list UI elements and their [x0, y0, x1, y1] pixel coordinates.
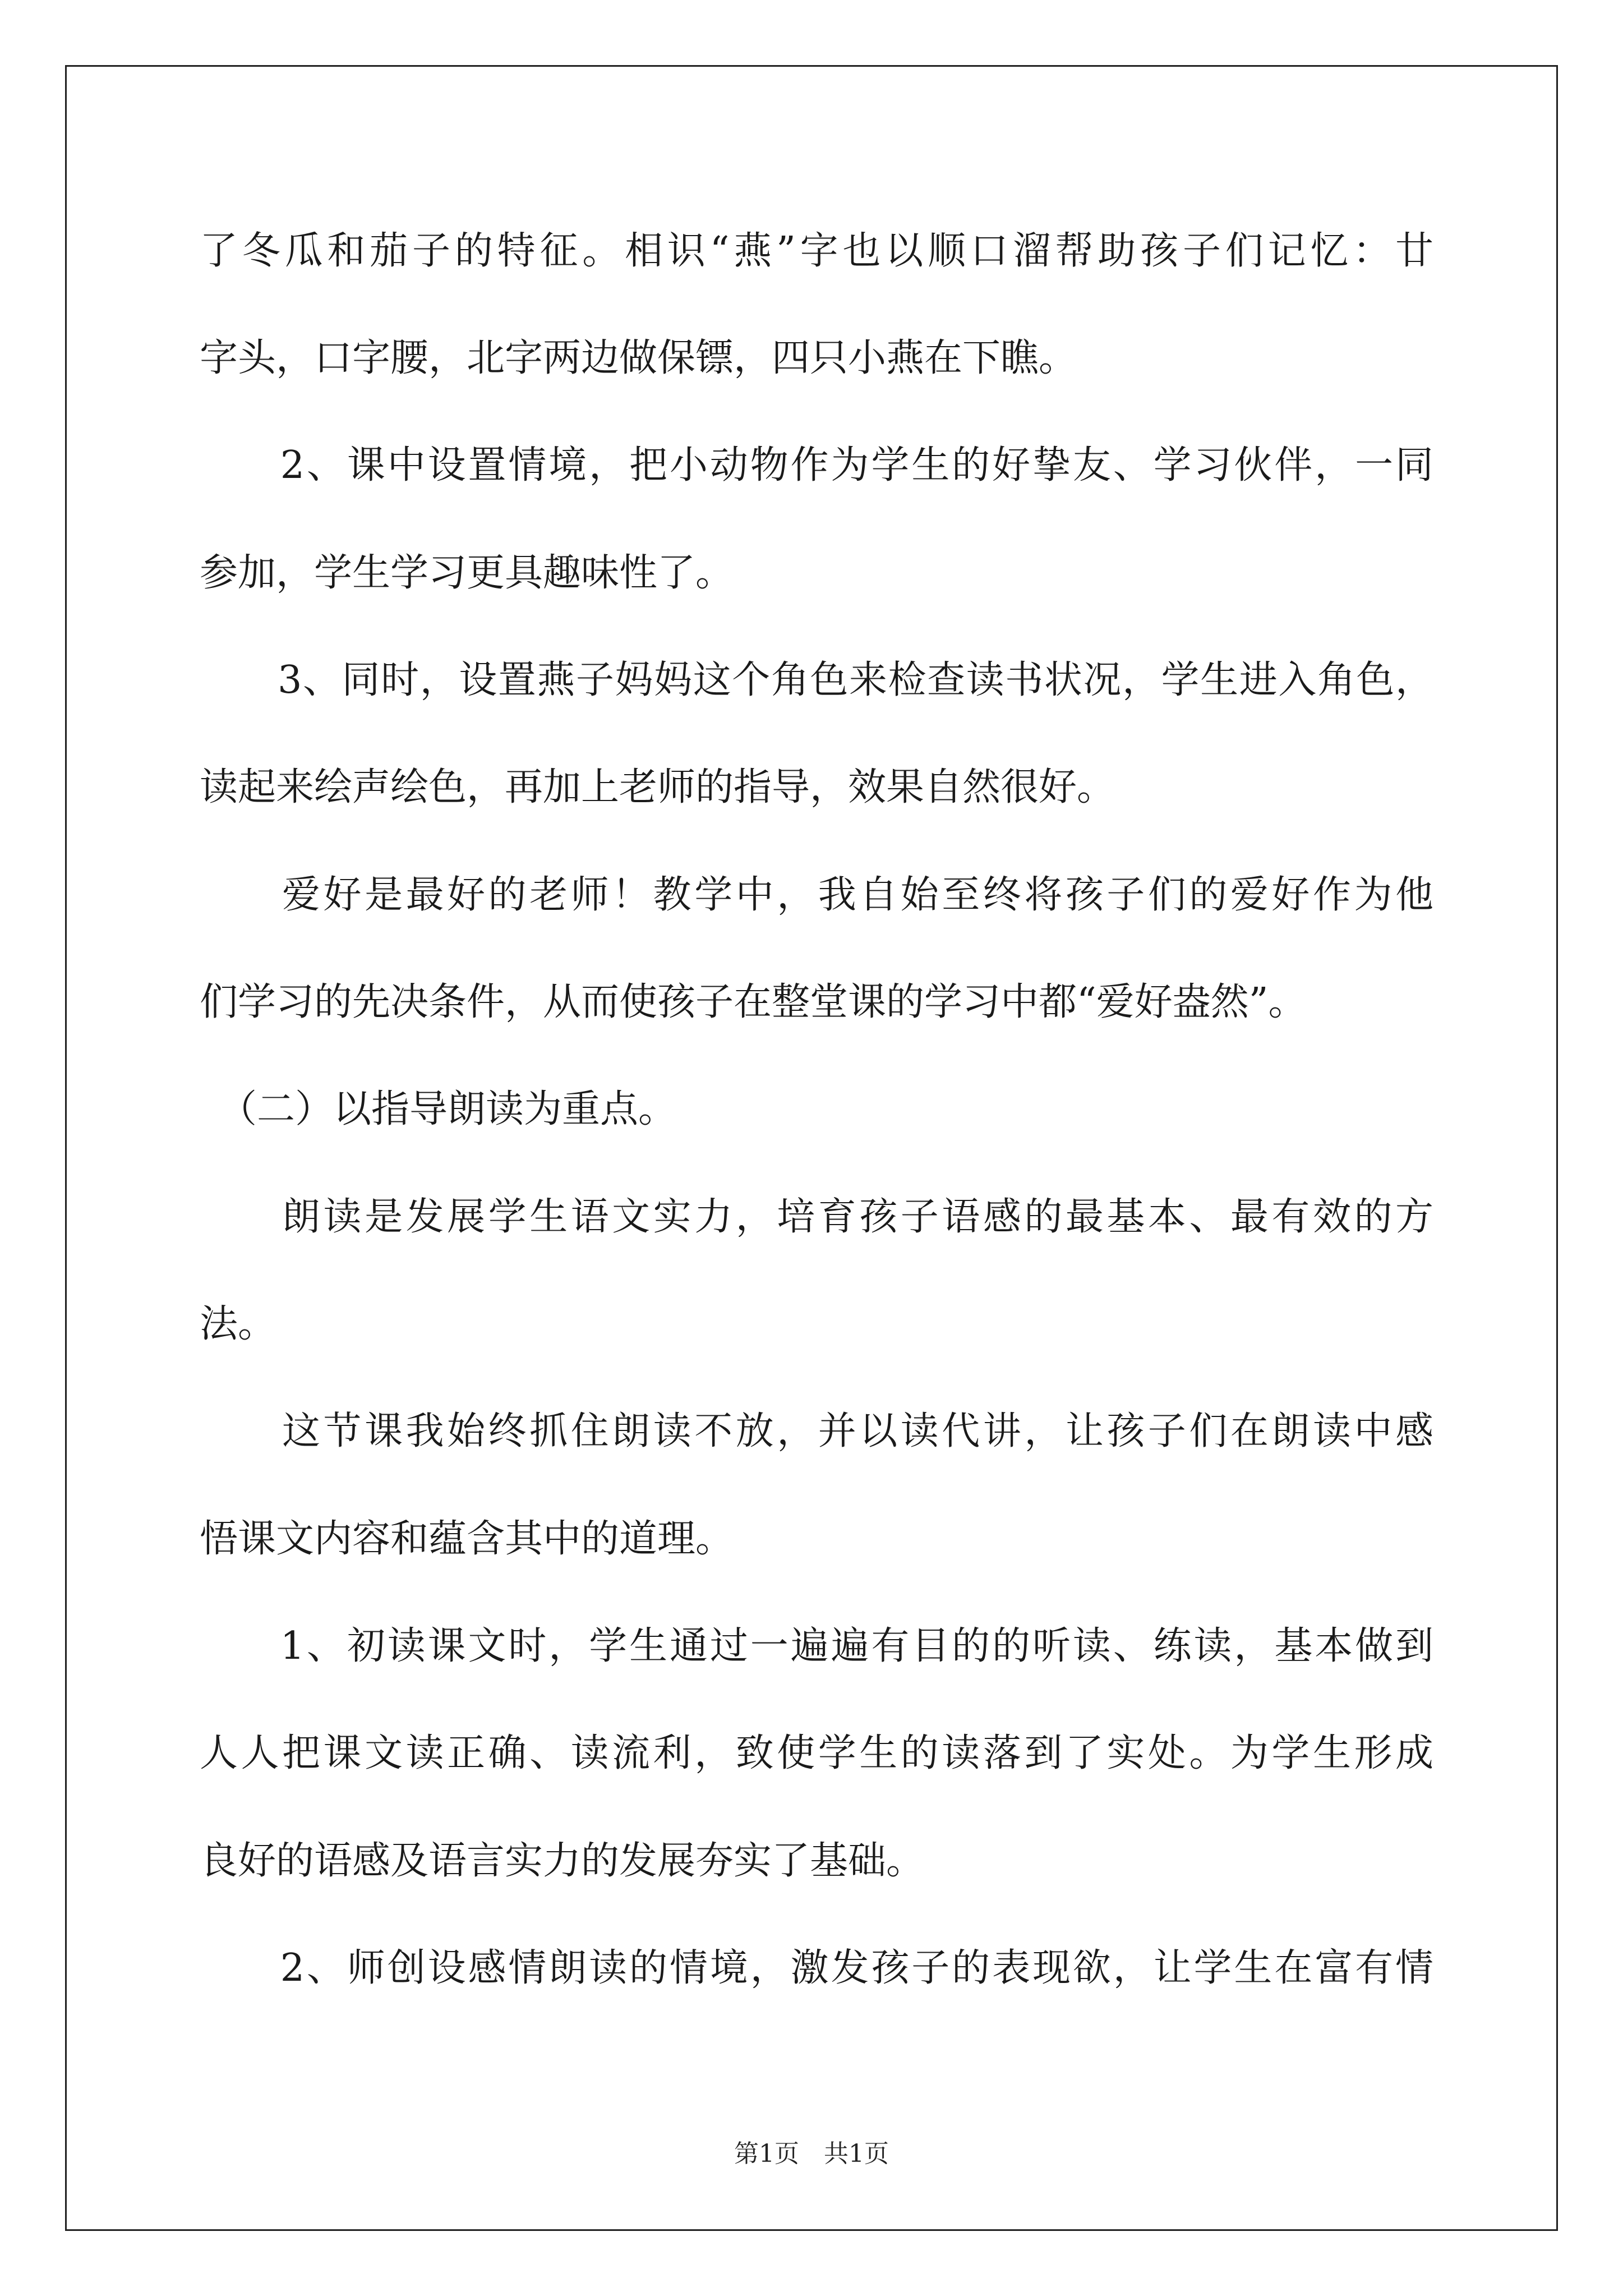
- text-line: 悟课文内容和蕴含其中的道理。: [200, 1517, 734, 1561]
- text-line: 1、初读课文时，学生通过一遍遍有目的的听读、练读，基本做到: [200, 1624, 1433, 1668]
- text-line: 2、师创设感情朗读的情境，激发孩子的表现欲，让学生在富有情: [200, 1946, 1433, 1990]
- text-line: 读起来绘声绘色，再加上老师的指导，效果自然很好。: [200, 765, 1115, 809]
- page-border: [65, 65, 1558, 2231]
- text-line: 参加，学生学习更具趣味性了。: [200, 551, 734, 595]
- text-line: 良好的语感及语言实力的发展夯实了基础。: [200, 1839, 925, 1883]
- text-line: 朗读是发展学生语文实力，培育孩子语感的最基本、最有效的方: [200, 1195, 1433, 1239]
- text-line: 人人把课文读正确、读流利，致使学生的读落到了实处。为学生形成: [200, 1731, 1433, 1775]
- text-line: 3、同时，设置燕子妈妈这个角色来检查读书状况，学生进入角色，: [200, 658, 1433, 702]
- page-number: 第1页 共1页: [734, 2139, 889, 2168]
- text-line: 2、课中设置情境，把小动物作为学生的好挚友、学习伙伴，一同: [200, 443, 1433, 487]
- page-footer: [0, 2137, 1623, 2171]
- text-line: 们学习的先决条件，从而使孩子在整堂课的学习中都“爱好盎然”。: [200, 980, 1307, 1024]
- text-line: 这节课我始终抓住朗读不放，并以读代讲，让孩子们在朗读中感: [200, 1409, 1433, 1453]
- text-line: 了冬瓜和茄子的特征。相识“燕”字也以顺口溜帮助孩子们记忆：廿: [200, 229, 1433, 273]
- section-heading: （二）以指导朗读为重点。: [200, 1087, 677, 1131]
- text-line: 字头，口字腰，北字两边做保镖，四只小燕在下瞧。: [200, 336, 1077, 380]
- text-line: 法。: [200, 1302, 276, 1346]
- text-line: 爱好是最好的老师！教学中，我自始至终将孩子们的爱好作为他: [200, 873, 1433, 917]
